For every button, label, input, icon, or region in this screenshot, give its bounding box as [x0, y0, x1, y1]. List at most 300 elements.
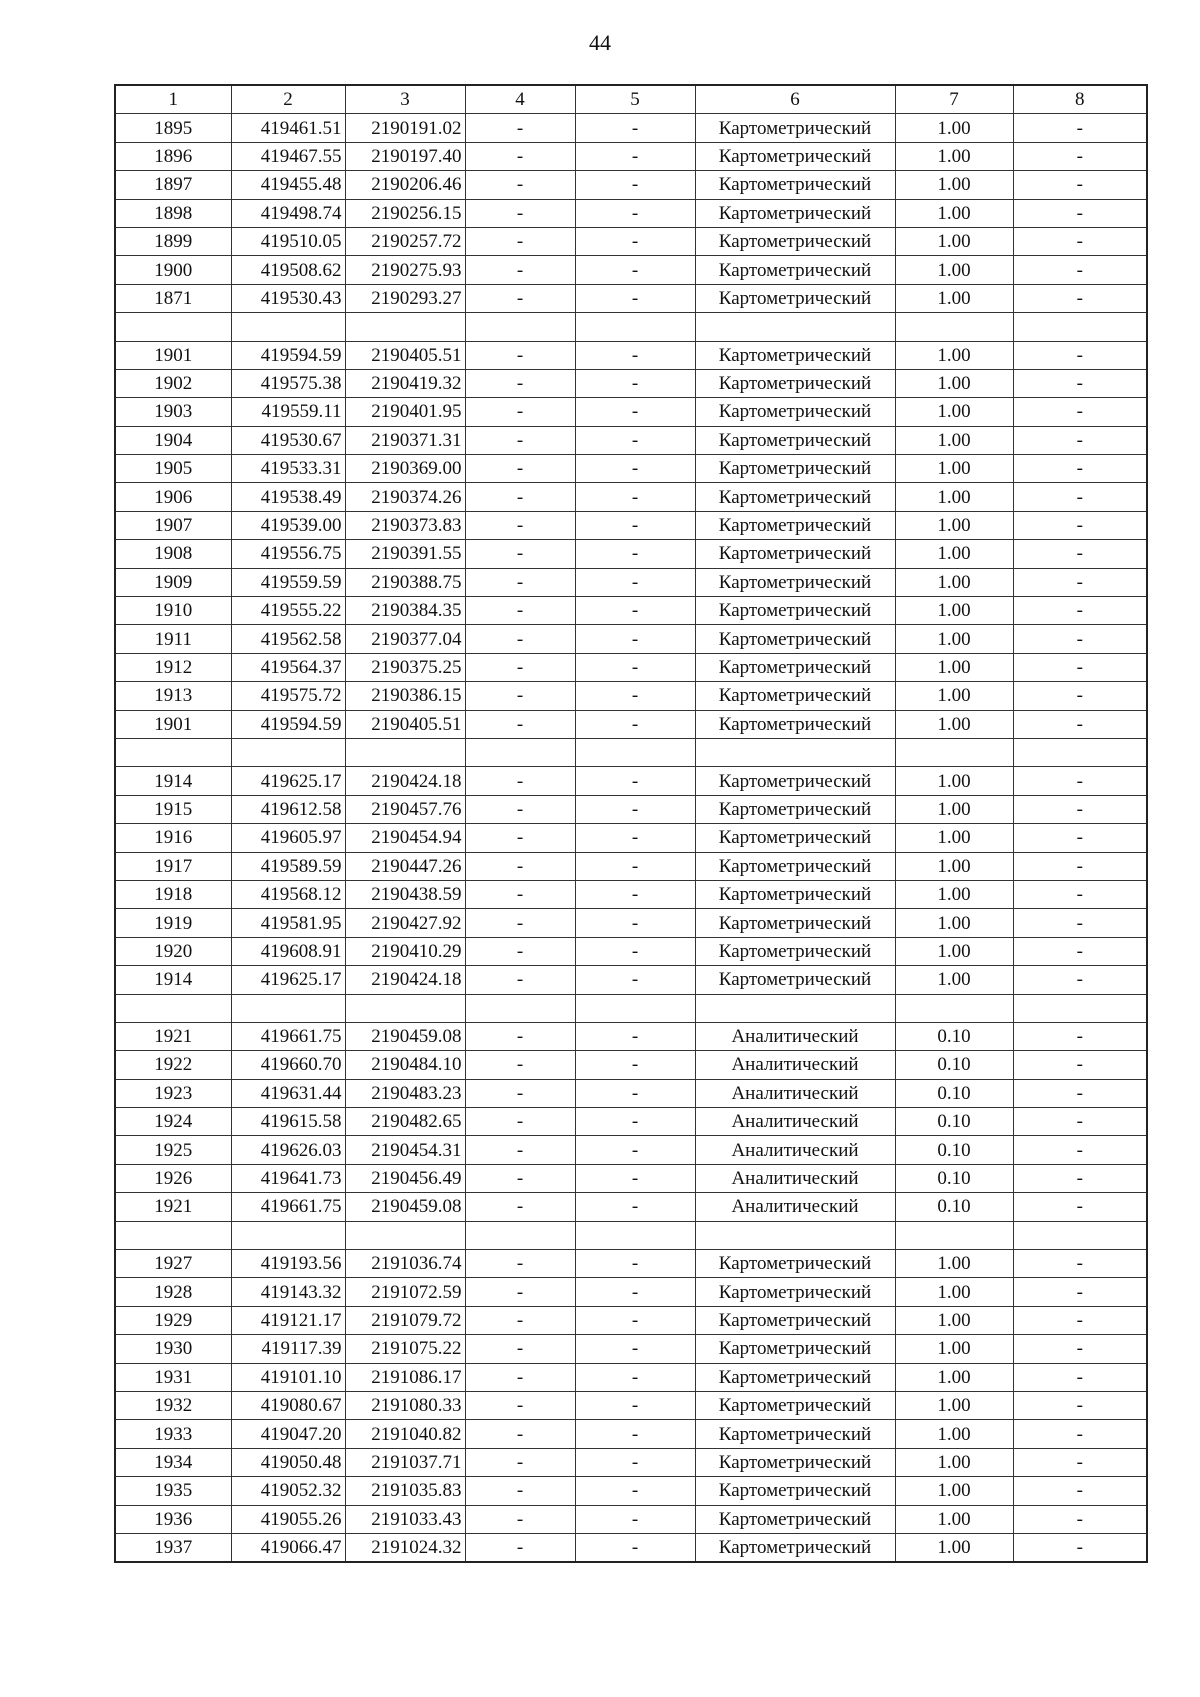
table-row [115, 426, 1147, 454]
table-row [115, 1278, 1147, 1306]
point-number-cell: 1916 [115, 824, 231, 852]
y-coordinate-cell: 2190438.59 [345, 880, 465, 908]
x-coordinate-cell: 419625.17 [231, 767, 345, 795]
column-4-cell: - [465, 710, 575, 738]
method-cell: Картометрический [695, 795, 895, 823]
point-number-cell: 1898 [115, 199, 231, 227]
column-8-cell: - [1013, 1193, 1147, 1221]
x-coordinate-cell: 419143.32 [231, 1278, 345, 1306]
column-4-cell: - [465, 483, 575, 511]
accuracy-cell [895, 1221, 1013, 1249]
table-row [115, 398, 1147, 426]
column-5-cell: - [575, 114, 695, 142]
point-number-cell: 1929 [115, 1306, 231, 1334]
column-5-cell: - [575, 568, 695, 596]
column-8-cell: - [1013, 1051, 1147, 1079]
column-4-cell: - [465, 1477, 575, 1505]
method-cell: Картометрический [695, 1335, 895, 1363]
x-coordinate-cell: 419625.17 [231, 966, 345, 994]
method-cell: Картометрический [695, 114, 895, 142]
x-coordinate-cell: 419101.10 [231, 1363, 345, 1391]
accuracy-cell: 1.00 [895, 369, 1013, 397]
point-number-cell: 1912 [115, 653, 231, 681]
point-number-cell [115, 738, 231, 766]
accuracy-cell: 1.00 [895, 937, 1013, 965]
point-number-cell: 1932 [115, 1391, 231, 1419]
y-coordinate-cell: 2190257.72 [345, 227, 465, 255]
point-number-cell: 1918 [115, 880, 231, 908]
column-5-cell: - [575, 1448, 695, 1476]
y-coordinate-cell: 2191080.33 [345, 1391, 465, 1419]
column-4-cell: - [465, 426, 575, 454]
x-coordinate-cell: 419533.31 [231, 455, 345, 483]
table-row [115, 909, 1147, 937]
x-coordinate-cell: 419080.67 [231, 1391, 345, 1419]
point-number-cell: 1935 [115, 1477, 231, 1505]
x-coordinate-cell: 419626.03 [231, 1136, 345, 1164]
point-number-cell: 1930 [115, 1335, 231, 1363]
table-row [115, 824, 1147, 852]
column-5-cell: - [575, 426, 695, 454]
point-number-cell [115, 1221, 231, 1249]
column-4-cell [465, 994, 575, 1022]
accuracy-cell: 1.00 [895, 1391, 1013, 1419]
accuracy-cell: 1.00 [895, 966, 1013, 994]
accuracy-cell: 1.00 [895, 1250, 1013, 1278]
column-5-cell: - [575, 1533, 695, 1562]
x-coordinate-cell: 419047.20 [231, 1420, 345, 1448]
x-coordinate-cell: 419568.12 [231, 880, 345, 908]
column-4-cell: - [465, 341, 575, 369]
y-coordinate-cell: 2191072.59 [345, 1278, 465, 1306]
column-5-cell: - [575, 369, 695, 397]
accuracy-cell: 1.00 [895, 852, 1013, 880]
table-row [115, 1420, 1147, 1448]
table-row [115, 284, 1147, 312]
column-8-cell: - [1013, 1022, 1147, 1050]
accuracy-cell: 1.00 [895, 1533, 1013, 1562]
x-coordinate-cell: 419661.75 [231, 1022, 345, 1050]
point-number-cell: 1917 [115, 852, 231, 880]
y-coordinate-cell: 2190386.15 [345, 682, 465, 710]
point-number-cell: 1909 [115, 568, 231, 596]
method-cell: Аналитический [695, 1079, 895, 1107]
accuracy-cell: 1.00 [895, 1335, 1013, 1363]
method-cell: Картометрический [695, 1448, 895, 1476]
y-coordinate-cell: 2190457.76 [345, 795, 465, 823]
column-8-cell: - [1013, 824, 1147, 852]
column-4-cell: - [465, 455, 575, 483]
column-4-cell: - [465, 1420, 575, 1448]
column-4-cell: - [465, 880, 575, 908]
x-coordinate-cell: 419530.43 [231, 284, 345, 312]
column-4-cell [465, 738, 575, 766]
point-number-cell: 1906 [115, 483, 231, 511]
table-row [115, 710, 1147, 738]
x-coordinate-cell: 419455.48 [231, 171, 345, 199]
column-8-cell: - [1013, 682, 1147, 710]
accuracy-cell: 1.00 [895, 1448, 1013, 1476]
point-number-cell: 1926 [115, 1164, 231, 1192]
x-coordinate-cell: 419538.49 [231, 483, 345, 511]
accuracy-cell: 0.10 [895, 1164, 1013, 1192]
y-coordinate-cell: 2190405.51 [345, 341, 465, 369]
column-8-cell: - [1013, 937, 1147, 965]
table-row [115, 682, 1147, 710]
method-cell: Картометрический [695, 1363, 895, 1391]
column-8-cell: - [1013, 909, 1147, 937]
column-8-cell [1013, 313, 1147, 341]
table-row [115, 1079, 1147, 1107]
table-row [115, 1391, 1147, 1419]
method-cell: Картометрический [695, 767, 895, 795]
column-8-cell: - [1013, 1250, 1147, 1278]
column-5-cell: - [575, 227, 695, 255]
accuracy-cell: 1.00 [895, 227, 1013, 255]
point-number-cell: 1922 [115, 1051, 231, 1079]
point-number-cell: 1933 [115, 1420, 231, 1448]
table-row [115, 1448, 1147, 1476]
y-coordinate-cell: 2190419.32 [345, 369, 465, 397]
coordinates-table [114, 84, 1148, 1563]
y-coordinate-cell: 2191037.71 [345, 1448, 465, 1476]
x-coordinate-cell: 419562.58 [231, 625, 345, 653]
x-coordinate-cell: 419539.00 [231, 511, 345, 539]
column-8-cell: - [1013, 795, 1147, 823]
y-coordinate-cell: 2190459.08 [345, 1022, 465, 1050]
column-4-cell: - [465, 1022, 575, 1050]
accuracy-cell [895, 738, 1013, 766]
accuracy-cell: 1.00 [895, 540, 1013, 568]
column-4-cell: - [465, 256, 575, 284]
column-4-cell: - [465, 284, 575, 312]
point-number-cell: 1914 [115, 966, 231, 994]
column-5-cell: - [575, 1278, 695, 1306]
point-number-cell: 1910 [115, 597, 231, 625]
method-cell: Картометрический [695, 341, 895, 369]
y-coordinate-cell: 2190424.18 [345, 966, 465, 994]
column-8-cell: - [1013, 710, 1147, 738]
x-coordinate-cell: 419510.05 [231, 227, 345, 255]
y-coordinate-cell [345, 313, 465, 341]
column-8-cell: - [1013, 227, 1147, 255]
y-coordinate-cell: 2190371.31 [345, 426, 465, 454]
y-coordinate-cell: 2190375.25 [345, 653, 465, 681]
column-4-cell: - [465, 625, 575, 653]
column-5-cell: - [575, 1477, 695, 1505]
column-5-cell: - [575, 852, 695, 880]
table-row [115, 540, 1147, 568]
point-number-cell: 1936 [115, 1505, 231, 1533]
method-cell: Картометрический [695, 398, 895, 426]
column-4-cell: - [465, 653, 575, 681]
column-8-cell: - [1013, 114, 1147, 142]
y-coordinate-cell: 2190454.31 [345, 1136, 465, 1164]
accuracy-cell: 1.00 [895, 341, 1013, 369]
column-5-cell: - [575, 284, 695, 312]
column-5-cell: - [575, 398, 695, 426]
table-row [115, 483, 1147, 511]
y-coordinate-cell [345, 738, 465, 766]
column-8-cell: - [1013, 284, 1147, 312]
y-coordinate-cell: 2190405.51 [345, 710, 465, 738]
method-cell: Картометрический [695, 540, 895, 568]
separator-row [115, 313, 1147, 341]
point-number-cell: 1905 [115, 455, 231, 483]
accuracy-cell: 1.00 [895, 824, 1013, 852]
column-4-cell: - [465, 227, 575, 255]
method-cell: Аналитический [695, 1136, 895, 1164]
column-5-cell: - [575, 909, 695, 937]
table-row [115, 1533, 1147, 1562]
column-5-cell: - [575, 1108, 695, 1136]
x-coordinate-cell: 419660.70 [231, 1051, 345, 1079]
column-4-cell: - [465, 1250, 575, 1278]
x-coordinate-cell: 419461.51 [231, 114, 345, 142]
column-4-cell: - [465, 1306, 575, 1334]
table-row [115, 227, 1147, 255]
accuracy-cell: 0.10 [895, 1079, 1013, 1107]
method-cell: Картометрический [695, 1420, 895, 1448]
column-8-cell: - [1013, 1079, 1147, 1107]
column-4-cell: - [465, 597, 575, 625]
page-number: 44 [589, 30, 611, 55]
accuracy-cell: 0.10 [895, 1193, 1013, 1221]
y-coordinate-cell: 2191035.83 [345, 1477, 465, 1505]
method-cell: Аналитический [695, 1051, 895, 1079]
point-number-cell: 1931 [115, 1363, 231, 1391]
y-coordinate-cell: 2190456.49 [345, 1164, 465, 1192]
table-row [115, 767, 1147, 795]
column-8-cell: - [1013, 1136, 1147, 1164]
point-number-cell: 1895 [115, 114, 231, 142]
column-4-cell: - [465, 1079, 575, 1107]
column-4-cell: - [465, 1335, 575, 1363]
accuracy-cell: 1.00 [895, 625, 1013, 653]
column-header: 2 [231, 85, 345, 114]
separator-row [115, 738, 1147, 766]
column-4-cell: - [465, 909, 575, 937]
column-4-cell: - [465, 1108, 575, 1136]
column-4-cell: - [465, 1505, 575, 1533]
accuracy-cell: 1.00 [895, 1278, 1013, 1306]
point-number-cell: 1908 [115, 540, 231, 568]
point-number-cell: 1937 [115, 1533, 231, 1562]
x-coordinate-cell: 419575.72 [231, 682, 345, 710]
table-row [115, 1250, 1147, 1278]
column-8-cell: - [1013, 966, 1147, 994]
method-cell: Картометрический [695, 625, 895, 653]
y-coordinate-cell: 2190424.18 [345, 767, 465, 795]
method-cell: Картометрический [695, 369, 895, 397]
method-cell: Картометрический [695, 1477, 895, 1505]
table-row [115, 171, 1147, 199]
column-8-cell: - [1013, 852, 1147, 880]
column-4-cell: - [465, 1164, 575, 1192]
method-cell: Картометрический [695, 852, 895, 880]
point-number-cell: 1899 [115, 227, 231, 255]
column-5-cell: - [575, 1164, 695, 1192]
table-row [115, 256, 1147, 284]
x-coordinate-cell: 419559.11 [231, 398, 345, 426]
column-5-cell: - [575, 1022, 695, 1050]
column-8-cell: - [1013, 1391, 1147, 1419]
point-number-cell: 1920 [115, 937, 231, 965]
column-8-cell: - [1013, 1108, 1147, 1136]
column-8-cell: - [1013, 426, 1147, 454]
column-header: 5 [575, 85, 695, 114]
accuracy-cell: 1.00 [895, 682, 1013, 710]
table-row [115, 455, 1147, 483]
y-coordinate-cell: 2190459.08 [345, 1193, 465, 1221]
column-5-cell: - [575, 1136, 695, 1164]
column-8-cell: - [1013, 1448, 1147, 1476]
method-cell: Аналитический [695, 1193, 895, 1221]
accuracy-cell: 1.00 [895, 114, 1013, 142]
x-coordinate-cell: 419467.55 [231, 142, 345, 170]
point-number-cell: 1902 [115, 369, 231, 397]
table-row [115, 511, 1147, 539]
accuracy-cell: 1.00 [895, 199, 1013, 227]
method-cell: Картометрический [695, 511, 895, 539]
column-8-cell: - [1013, 1420, 1147, 1448]
column-4-cell: - [465, 199, 575, 227]
x-coordinate-cell [231, 313, 345, 341]
column-8-cell: - [1013, 880, 1147, 908]
y-coordinate-cell: 2191086.17 [345, 1363, 465, 1391]
point-number-cell: 1904 [115, 426, 231, 454]
point-number-cell: 1914 [115, 767, 231, 795]
accuracy-cell [895, 994, 1013, 1022]
column-8-cell: - [1013, 1533, 1147, 1562]
method-cell: Картометрический [695, 256, 895, 284]
point-number-cell: 1871 [115, 284, 231, 312]
x-coordinate-cell: 419605.97 [231, 824, 345, 852]
accuracy-cell: 1.00 [895, 284, 1013, 312]
table-row [115, 199, 1147, 227]
x-coordinate-cell: 419555.22 [231, 597, 345, 625]
column-5-cell: - [575, 142, 695, 170]
point-number-cell: 1923 [115, 1079, 231, 1107]
method-cell: Картометрический [695, 824, 895, 852]
accuracy-cell: 1.00 [895, 511, 1013, 539]
point-number-cell: 1915 [115, 795, 231, 823]
accuracy-cell: 1.00 [895, 909, 1013, 937]
x-coordinate-cell: 419556.75 [231, 540, 345, 568]
column-8-cell: - [1013, 256, 1147, 284]
accuracy-cell: 0.10 [895, 1051, 1013, 1079]
method-cell: Картометрический [695, 568, 895, 596]
table-row [115, 114, 1147, 142]
accuracy-cell: 1.00 [895, 795, 1013, 823]
column-5-cell: - [575, 540, 695, 568]
column-8-cell: - [1013, 511, 1147, 539]
column-5-cell: - [575, 1363, 695, 1391]
method-cell [695, 738, 895, 766]
table-row [115, 1306, 1147, 1334]
column-header: 8 [1013, 85, 1147, 114]
table-row [115, 369, 1147, 397]
column-8-cell: - [1013, 540, 1147, 568]
x-coordinate-cell: 419631.44 [231, 1079, 345, 1107]
y-coordinate-cell: 2190484.10 [345, 1051, 465, 1079]
y-coordinate-cell: 2190275.93 [345, 256, 465, 284]
table-row [115, 937, 1147, 965]
x-coordinate-cell: 419498.74 [231, 199, 345, 227]
table-row [115, 1335, 1147, 1363]
method-cell: Картометрический [695, 880, 895, 908]
x-coordinate-cell: 419508.62 [231, 256, 345, 284]
accuracy-cell: 1.00 [895, 256, 1013, 284]
method-cell: Картометрический [695, 426, 895, 454]
column-8-cell: - [1013, 455, 1147, 483]
column-4-cell: - [465, 511, 575, 539]
accuracy-cell: 1.00 [895, 171, 1013, 199]
method-cell [695, 994, 895, 1022]
y-coordinate-cell: 2190410.29 [345, 937, 465, 965]
method-cell: Аналитический [695, 1108, 895, 1136]
table-row [115, 852, 1147, 880]
point-number-cell: 1896 [115, 142, 231, 170]
column-4-cell: - [465, 767, 575, 795]
method-cell: Картометрический [695, 227, 895, 255]
column-8-cell: - [1013, 1278, 1147, 1306]
point-number-cell: 1901 [115, 341, 231, 369]
x-coordinate-cell: 419608.91 [231, 937, 345, 965]
column-8-cell: - [1013, 1164, 1147, 1192]
accuracy-cell: 1.00 [895, 568, 1013, 596]
column-5-cell: - [575, 341, 695, 369]
method-cell: Картометрический [695, 909, 895, 937]
accuracy-cell: 1.00 [895, 597, 1013, 625]
y-coordinate-cell [345, 994, 465, 1022]
column-5-cell: - [575, 795, 695, 823]
table-row [115, 1477, 1147, 1505]
column-4-cell: - [465, 795, 575, 823]
point-number-cell: 1924 [115, 1108, 231, 1136]
column-5-cell: - [575, 966, 695, 994]
point-number-cell: 1903 [115, 398, 231, 426]
x-coordinate-cell: 419117.39 [231, 1335, 345, 1363]
y-coordinate-cell: 2191036.74 [345, 1250, 465, 1278]
method-cell: Картометрический [695, 1278, 895, 1306]
column-4-cell [465, 1221, 575, 1249]
x-coordinate-cell [231, 1221, 345, 1249]
column-4-cell: - [465, 682, 575, 710]
accuracy-cell: 1.00 [895, 1505, 1013, 1533]
y-coordinate-cell: 2191040.82 [345, 1420, 465, 1448]
column-8-cell: - [1013, 767, 1147, 795]
y-coordinate-cell [345, 1221, 465, 1249]
table-row [115, 625, 1147, 653]
accuracy-cell [895, 313, 1013, 341]
column-4-cell: - [465, 1448, 575, 1476]
accuracy-cell: 1.00 [895, 710, 1013, 738]
column-5-cell: - [575, 597, 695, 625]
method-cell: Картометрический [695, 1306, 895, 1334]
x-coordinate-cell: 419575.38 [231, 369, 345, 397]
x-coordinate-cell: 419612.58 [231, 795, 345, 823]
point-number-cell: 1907 [115, 511, 231, 539]
accuracy-cell: 1.00 [895, 142, 1013, 170]
x-coordinate-cell: 419641.73 [231, 1164, 345, 1192]
table-row [115, 880, 1147, 908]
method-cell: Картометрический [695, 597, 895, 625]
y-coordinate-cell: 2190384.35 [345, 597, 465, 625]
point-number-cell: 1900 [115, 256, 231, 284]
y-coordinate-cell: 2191079.72 [345, 1306, 465, 1334]
column-8-cell: - [1013, 369, 1147, 397]
